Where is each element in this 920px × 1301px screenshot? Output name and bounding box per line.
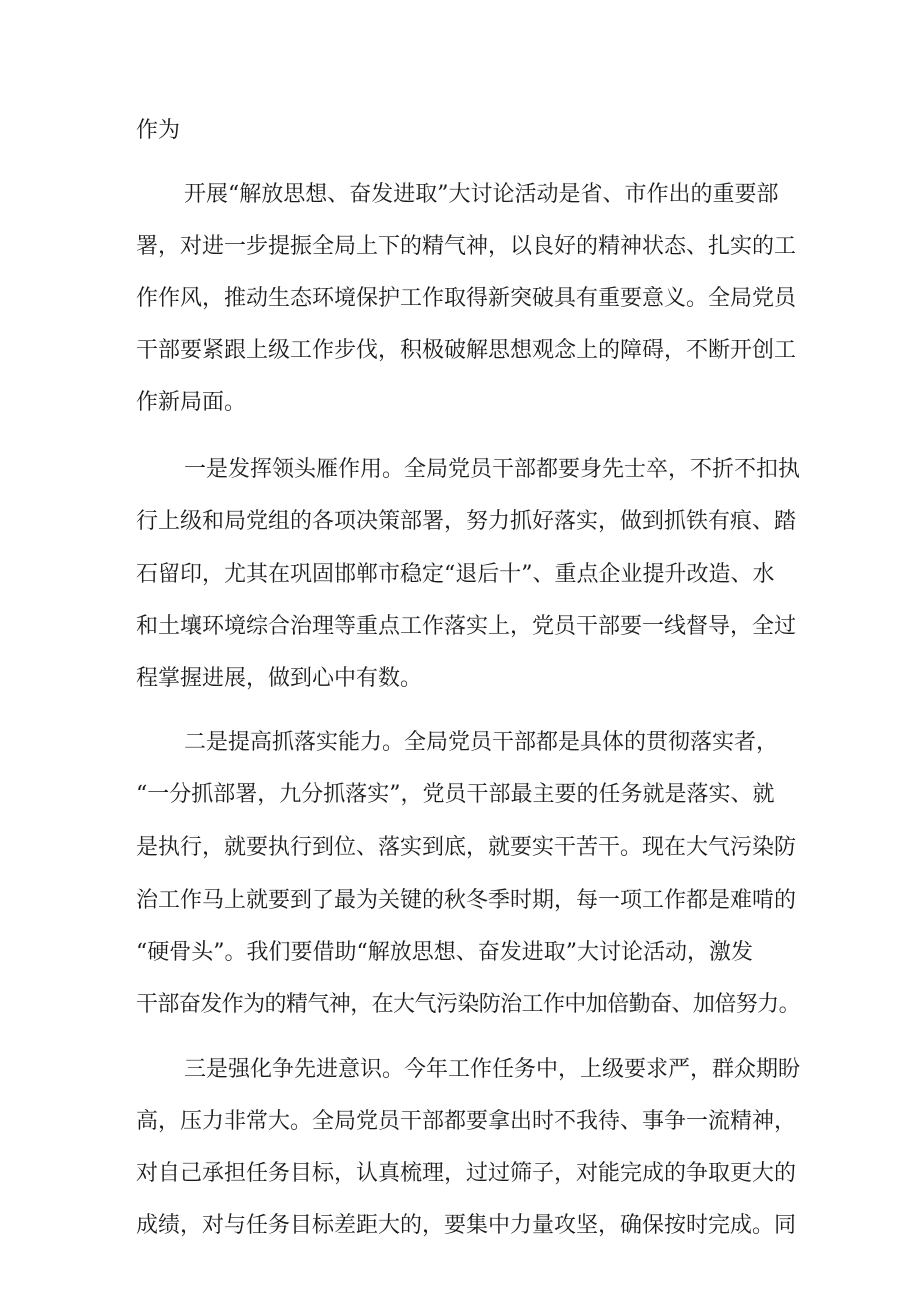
paragraph-3-line: 干部奋发作为的精气神，在大气污染防治工作中加倍勤奋、加倍努力。 <box>136 992 801 1017</box>
paragraph-4-line: 对自己承担任务目标，认真梳理，过过筛子，对能完成的争取更大的 <box>136 1161 797 1186</box>
paragraph-2-line: 和土壤环境综合治理等重点工作落实上，党员干部要一线督导，全过 <box>136 614 797 639</box>
text-line: 作为 <box>136 118 181 143</box>
paragraph-3-line: 治工作马上就要到了最为关键的秋冬季时期，每一项工作都是难啃的 <box>136 888 797 913</box>
paragraph-1-line: 作作风，推动生态环境保护工作取得新突破具有重要意义。全局党员 <box>136 286 797 311</box>
paragraph-1-line: 干部要紧跟上级工作步伐，积极破解思想观念上的障碍，不断开创工 <box>136 338 797 363</box>
paragraph-2-line: 一是发挥领头雁作用。全局党员干部都要身先士卒，不折不扣执 <box>184 457 801 482</box>
paragraph-4-line: 高，压力非常大。全局党员干部都要拿出时不我待、事争一流精神， <box>136 1109 797 1134</box>
paragraph-4-line: 三是强化争先进意识。今年工作任务中，上级要求严，群众期盼 <box>184 1057 801 1082</box>
paragraph-2-line: 石留印，尤其在巩固邯郸市稳定“退后十”、重点企业提升改造、水 <box>136 562 775 587</box>
paragraph-2-line: 行上级和局党组的各项决策部署，努力抓好落实，做到抓铁有痕、踏 <box>136 509 797 534</box>
paragraph-1-line: 署，对进一步提振全局上下的精气神，以良好的精神状态、扎实的工 <box>136 234 797 259</box>
paragraph-1-line: 开展“解放思想、奋发进取”大讨论活动是省、市作出的重要部 <box>184 182 779 207</box>
paragraph-3-line: 二是提高抓落实能力。全局党员干部都是具体的贯彻落实者， <box>184 730 779 755</box>
paragraph-1-line: 作新局面。 <box>136 390 247 415</box>
paragraph-4-line: 成绩，对与任务目标差距大的，要集中力量攻坚，确保按时完成。同 <box>136 1213 797 1238</box>
paragraph-3-line: “硬骨头”。我们要借助“解放思想、奋发进取”大讨论活动，激发 <box>136 940 753 965</box>
paragraph-2-line: 程掌握进展，做到心中有数。 <box>136 666 423 691</box>
paragraph-3-line: “一分抓部署，九分抓落实”，党员干部最主要的任务就是落实、就 <box>136 782 775 807</box>
paragraph-3-line: 是执行，就要执行到位、落实到底，就要实干苦干。现在大气污染防 <box>136 835 797 860</box>
